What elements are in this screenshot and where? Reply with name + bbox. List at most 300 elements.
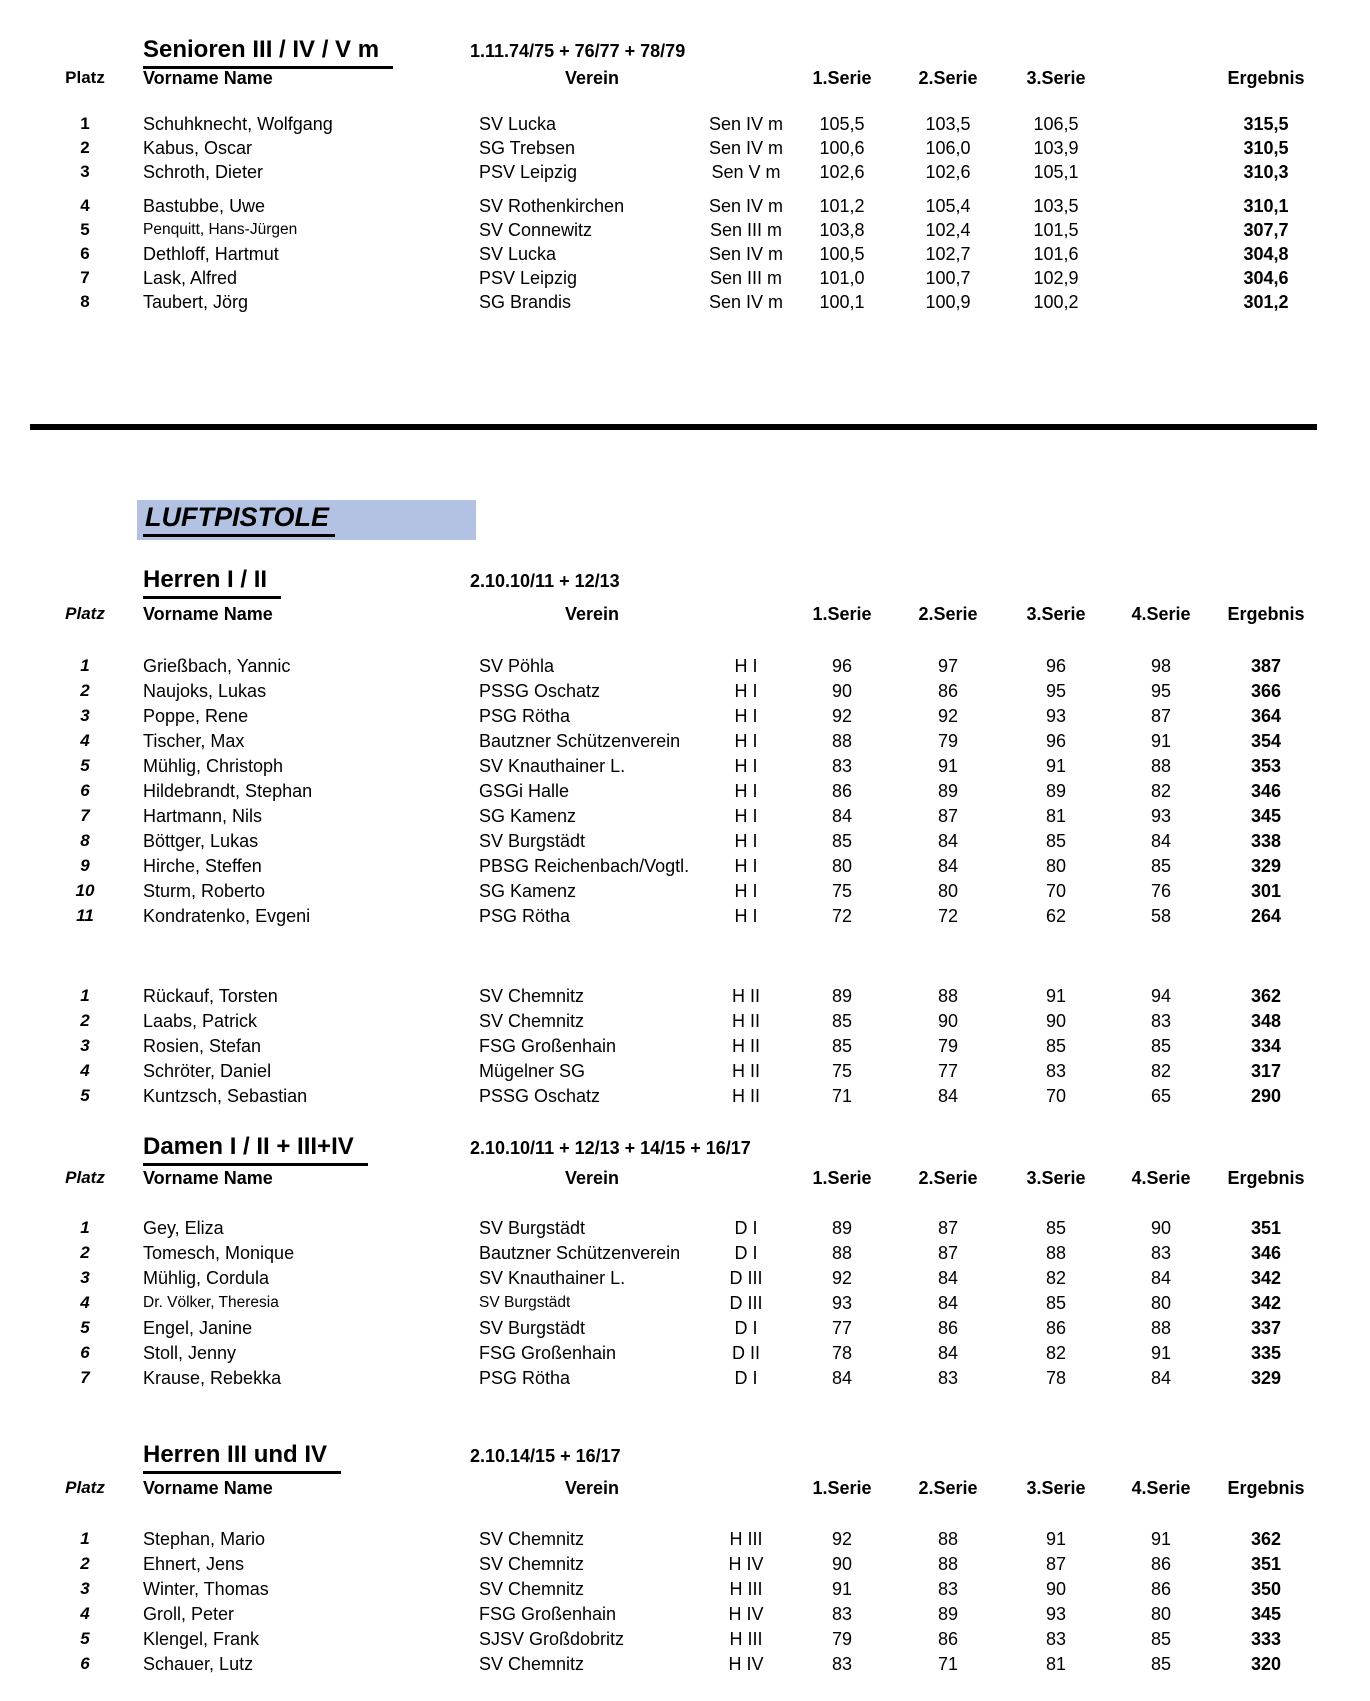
- serie2-cell: 84: [937, 1268, 959, 1288]
- serie1-cell: 88: [831, 1243, 853, 1263]
- result-row: [0, 780, 1370, 805]
- serie1-header: 1.Serie: [812, 1478, 872, 1498]
- name-cell: Sturm, Roberto: [143, 881, 266, 901]
- ergebnis-cell: 329: [1250, 856, 1282, 876]
- result-row: [0, 219, 1370, 243]
- platz-cell: 3: [80, 162, 90, 181]
- result-row: [0, 1367, 1370, 1392]
- platz-cell: 2: [80, 681, 90, 700]
- platz-cell: 5: [80, 1086, 90, 1105]
- table-header-row: [0, 603, 1370, 627]
- result-row: [0, 1035, 1370, 1060]
- result-row: [0, 1528, 1370, 1553]
- discipline-code: 2.10.10/11 + 12/13: [470, 571, 620, 591]
- serie1-cell: 103,8: [819, 220, 865, 240]
- result-row: [0, 680, 1370, 705]
- result-row: [0, 730, 1370, 755]
- verein-cell: FSG Großenhain: [479, 1036, 617, 1056]
- class-cell: Sen III m: [709, 220, 783, 240]
- result-row: [0, 830, 1370, 855]
- serie1-header: 1.Serie: [812, 604, 872, 624]
- name-cell: Laabs, Patrick: [143, 1011, 258, 1031]
- ergebnis-cell: 337: [1250, 1318, 1282, 1338]
- verein-cell: SV Chemnitz: [479, 986, 585, 1006]
- verein-cell: PSG Rötha: [479, 1368, 571, 1388]
- ergebnis-cell: 317: [1250, 1061, 1282, 1081]
- serie3-cell: 80: [1045, 856, 1067, 876]
- verein-cell: Mügelner SG: [479, 1061, 586, 1081]
- result-section: [0, 36, 1370, 315]
- verein-cell: SV Rothenkirchen: [479, 196, 625, 216]
- result-row: [0, 137, 1370, 161]
- result-row: [0, 1628, 1370, 1653]
- table-header-row: [0, 67, 1370, 91]
- platz-cell: 4: [80, 196, 90, 215]
- class-cell: Sen V m: [711, 162, 781, 182]
- class-cell: D II: [731, 1343, 760, 1363]
- serie2-cell: 83: [937, 1368, 959, 1388]
- serie3-cell: 85: [1045, 1036, 1067, 1056]
- platz-cell: 10: [75, 881, 95, 900]
- serie1-cell: 90: [831, 1554, 853, 1574]
- platz-cell: 4: [80, 731, 90, 750]
- name-cell: Rosien, Stefan: [143, 1036, 262, 1056]
- platz-cell: 5: [80, 220, 90, 239]
- serie3-cell: 88: [1045, 1243, 1067, 1263]
- serie3-cell: 85: [1045, 831, 1067, 851]
- ergebnis-cell: 351: [1250, 1218, 1282, 1238]
- verein-cell: FSG Großenhain: [479, 1343, 617, 1363]
- platz-cell: 4: [80, 1293, 90, 1312]
- verein-header: Verein: [564, 1168, 620, 1188]
- serie4-cell: 93: [1150, 806, 1172, 826]
- class-cell: H IV: [728, 1554, 764, 1574]
- ergebnis-header: Ergebnis: [1227, 1478, 1305, 1498]
- ergebnis-cell: 329: [1250, 1368, 1282, 1388]
- platz-cell: 8: [80, 831, 90, 850]
- ergebnis-cell: 315,5: [1243, 114, 1289, 134]
- serie1-cell: 85: [831, 1036, 853, 1056]
- serie1-cell: 83: [831, 1654, 853, 1674]
- name-cell: Hildebrandt, Stephan: [143, 781, 313, 801]
- name-cell: Kondratenko, Evgeni: [143, 906, 311, 926]
- result-row: [0, 705, 1370, 730]
- verein-cell: SV Knauthainer L.: [479, 756, 626, 776]
- serie1-cell: 96: [831, 656, 853, 676]
- serie3-cell: 93: [1045, 706, 1067, 726]
- serie1-header: 1.Serie: [812, 1168, 872, 1188]
- result-row: [0, 1060, 1370, 1085]
- serie1-cell: 80: [831, 856, 853, 876]
- serie3-cell: 103,9: [1033, 138, 1079, 158]
- serie4-cell: 91: [1150, 1529, 1172, 1549]
- serie4-cell: 86: [1150, 1579, 1172, 1599]
- verein-header: Verein: [564, 1478, 620, 1498]
- platz-cell: 1: [80, 1218, 90, 1237]
- serie3-cell: 101,5: [1033, 220, 1079, 240]
- serie3-cell: 91: [1045, 986, 1067, 1006]
- result-row: [0, 1317, 1370, 1342]
- serie3-cell: 62: [1045, 906, 1067, 926]
- serie4-cell: 95: [1150, 681, 1172, 701]
- ergebnis-cell: 320: [1250, 1654, 1282, 1674]
- serie4-cell: 76: [1150, 881, 1172, 901]
- serie2-cell: 90: [937, 1011, 959, 1031]
- serie2-cell: 87: [937, 806, 959, 826]
- serie2-header: 2.Serie: [918, 1168, 978, 1188]
- platz-cell: 4: [80, 1061, 90, 1080]
- ergebnis-cell: 353: [1250, 756, 1282, 776]
- result-row: [0, 1653, 1370, 1678]
- class-cell: D III: [729, 1293, 763, 1313]
- class-cell: D III: [729, 1268, 763, 1288]
- table-header-row: [0, 1167, 1370, 1191]
- serie2-header: 2.Serie: [918, 68, 978, 88]
- serie3-cell: 70: [1045, 881, 1067, 901]
- serie4-cell: 88: [1150, 1318, 1172, 1338]
- result-row: [0, 195, 1370, 219]
- serie1-cell: 84: [831, 806, 853, 826]
- platz-cell: 11: [76, 906, 94, 925]
- result-row: [0, 267, 1370, 291]
- class-cell: D I: [734, 1218, 758, 1238]
- serie3-cell: 91: [1045, 1529, 1067, 1549]
- platz-cell: 2: [80, 1011, 90, 1030]
- result-section: [0, 1133, 1370, 1392]
- result-row: [0, 855, 1370, 880]
- verein-cell: SG Kamenz: [479, 881, 577, 901]
- result-row: [0, 243, 1370, 267]
- class-cell: D I: [734, 1368, 758, 1388]
- platz-cell: 6: [80, 781, 90, 800]
- serie2-cell: 86: [937, 1629, 959, 1649]
- serie3-cell: 96: [1045, 731, 1067, 751]
- verein-cell: SV Lucka: [479, 114, 557, 134]
- verein-cell: SV Chemnitz: [479, 1529, 585, 1549]
- serie4-cell: 58: [1150, 906, 1172, 926]
- platz-cell: 1: [80, 986, 90, 1005]
- ergebnis-cell: 307,7: [1243, 220, 1289, 240]
- platz-cell: 1: [80, 1529, 90, 1548]
- name-cell: Groll, Peter: [143, 1604, 235, 1624]
- class-cell: Sen IV m: [708, 244, 784, 264]
- serie3-cell: 81: [1045, 806, 1067, 826]
- category-banner: [137, 500, 476, 540]
- ergebnis-cell: 264: [1250, 906, 1282, 926]
- serie1-cell: 75: [831, 1061, 853, 1081]
- serie1-cell: 100,6: [819, 138, 865, 158]
- serie1-cell: 89: [831, 986, 853, 1006]
- class-cell: H III: [729, 1529, 763, 1549]
- name-cell: Kabus, Oscar: [143, 138, 253, 158]
- serie3-cell: 82: [1045, 1268, 1067, 1288]
- serie1-cell: 102,6: [819, 162, 865, 182]
- verein-cell: PSG Rötha: [479, 706, 571, 726]
- class-cell: H I: [734, 706, 758, 726]
- serie1-cell: 86: [831, 781, 853, 801]
- serie2-cell: 72: [937, 906, 959, 926]
- ergebnis-cell: 334: [1250, 1036, 1282, 1056]
- name-header: Vorname Name: [143, 68, 273, 88]
- ergebnis-cell: 345: [1250, 806, 1282, 826]
- class-cell: H I: [734, 656, 758, 676]
- class-cell: H I: [734, 856, 758, 876]
- class-cell: Sen IV m: [708, 196, 784, 216]
- platz-cell: 5: [80, 1629, 90, 1648]
- serie3-header: 3.Serie: [1026, 1478, 1086, 1498]
- verein-cell: GSGi Halle: [479, 781, 570, 801]
- platz-header: Platz: [65, 1168, 105, 1187]
- serie1-cell: 83: [831, 756, 853, 776]
- serie2-cell: 92: [937, 706, 959, 726]
- serie2-cell: 87: [937, 1218, 959, 1238]
- verein-cell: SV Lucka: [479, 244, 557, 264]
- name-cell: Mühlig, Christoph: [143, 756, 284, 776]
- verein-cell: FSG Großenhain: [479, 1604, 617, 1624]
- class-cell: H III: [729, 1629, 763, 1649]
- platz-cell: 1: [80, 656, 90, 675]
- name-cell: Schauer, Lutz: [143, 1654, 254, 1674]
- serie2-cell: 84: [937, 1343, 959, 1363]
- serie4-header: 4.Serie: [1131, 1168, 1191, 1188]
- serie2-cell: 87: [937, 1243, 959, 1263]
- name-header: Vorname Name: [143, 604, 273, 624]
- result-row: [0, 755, 1370, 780]
- platz-header: Platz: [65, 68, 105, 87]
- platz-cell: 5: [80, 1318, 90, 1337]
- serie2-cell: 84: [937, 1293, 959, 1313]
- serie2-cell: 88: [937, 1554, 959, 1574]
- serie1-cell: 77: [831, 1318, 853, 1338]
- name-cell: Krause, Rebekka: [143, 1368, 282, 1388]
- class-cell: H III: [729, 1579, 763, 1599]
- name-cell: Dethloff, Hartmut: [143, 244, 279, 264]
- serie4-cell: 82: [1150, 781, 1172, 801]
- section-title-row: [0, 566, 1370, 603]
- verein-cell: SV Burgstädt: [479, 1218, 586, 1238]
- table-header-row: [0, 1477, 1370, 1501]
- verein-header: Verein: [564, 604, 620, 624]
- platz-cell: 6: [80, 1654, 90, 1673]
- class-cell: Sen III m: [709, 268, 783, 288]
- serie1-cell: 101,2: [819, 196, 865, 216]
- serie4-cell: 80: [1150, 1293, 1172, 1313]
- serie3-cell: 105,1: [1033, 162, 1079, 182]
- platz-cell: 7: [80, 1368, 90, 1387]
- result-row: [0, 1267, 1370, 1292]
- name-cell: Gey, Eliza: [143, 1218, 224, 1238]
- verein-cell: SV Burgstädt: [479, 831, 586, 851]
- platz-cell: 3: [80, 1579, 90, 1598]
- ergebnis-cell: 346: [1250, 1243, 1282, 1263]
- name-header: Vorname Name: [143, 1478, 273, 1498]
- result-row: [0, 161, 1370, 185]
- serie2-cell: 84: [937, 1086, 959, 1106]
- result-row: [0, 1217, 1370, 1242]
- verein-cell: SG Trebsen: [479, 138, 576, 158]
- serie2-header: 2.Serie: [918, 604, 978, 624]
- ergebnis-cell: 345: [1250, 1604, 1282, 1624]
- serie4-header: 4.Serie: [1131, 1478, 1191, 1498]
- name-cell: Stephan, Mario: [143, 1529, 266, 1549]
- platz-cell: 4: [80, 1604, 90, 1623]
- class-cell: H I: [734, 806, 758, 826]
- result-row: [0, 1010, 1370, 1035]
- serie3-header: 3.Serie: [1026, 68, 1086, 88]
- verein-cell: SG Brandis: [479, 292, 572, 312]
- serie3-cell: 100,2: [1033, 292, 1079, 312]
- ergebnis-header: Ergebnis: [1227, 1168, 1305, 1188]
- serie3-cell: 82: [1045, 1343, 1067, 1363]
- result-row: [0, 880, 1370, 905]
- serie2-cell: 77: [937, 1061, 959, 1081]
- serie1-cell: 91: [831, 1579, 853, 1599]
- result-section: [0, 566, 1370, 1110]
- result-row: [0, 905, 1370, 930]
- name-cell: Mühlig, Cordula: [143, 1268, 270, 1288]
- section-title: Herren I / II: [143, 566, 281, 599]
- serie3-cell: 81: [1045, 1654, 1067, 1674]
- result-row: [0, 1603, 1370, 1628]
- ergebnis-cell: 310,5: [1243, 138, 1289, 158]
- result-row: [0, 291, 1370, 315]
- platz-cell: 7: [80, 268, 90, 287]
- ergebnis-cell: 362: [1250, 1529, 1282, 1549]
- ergebnis-cell: 333: [1250, 1629, 1282, 1649]
- verein-cell: SV Chemnitz: [479, 1579, 585, 1599]
- serie3-header: 3.Serie: [1026, 604, 1086, 624]
- serie2-cell: 102,6: [925, 162, 971, 182]
- ergebnis-cell: 310,3: [1243, 162, 1289, 182]
- serie3-cell: 78: [1045, 1368, 1067, 1388]
- serie2-cell: 102,7: [925, 244, 971, 264]
- serie4-cell: 83: [1150, 1011, 1172, 1031]
- ergebnis-cell: 342: [1250, 1293, 1282, 1313]
- name-cell: Grießbach, Yannic: [143, 656, 291, 676]
- serie2-cell: 86: [937, 1318, 959, 1338]
- serie2-cell: 103,5: [925, 114, 971, 134]
- serie2-cell: 97: [937, 656, 959, 676]
- serie1-cell: 88: [831, 731, 853, 751]
- serie3-cell: 85: [1045, 1293, 1067, 1313]
- ergebnis-cell: 301,2: [1243, 292, 1289, 312]
- section-title-row: [0, 36, 1370, 67]
- serie2-cell: 106,0: [925, 138, 971, 158]
- serie3-cell: 85: [1045, 1218, 1067, 1238]
- verein-cell: SG Kamenz: [479, 806, 577, 826]
- ergebnis-cell: 350: [1250, 1579, 1282, 1599]
- serie2-cell: 86: [937, 681, 959, 701]
- platz-cell: 1: [80, 114, 90, 133]
- name-cell: Penquitt, Hans-Jürgen: [143, 221, 298, 238]
- serie2-cell: 80: [937, 881, 959, 901]
- ergebnis-cell: 387: [1250, 656, 1282, 676]
- platz-cell: 9: [80, 856, 90, 875]
- serie2-header: 2.Serie: [918, 1478, 978, 1498]
- name-cell: Schroth, Dieter: [143, 162, 264, 182]
- serie4-cell: 91: [1150, 1343, 1172, 1363]
- header-gap: [0, 1191, 1370, 1217]
- result-row: [0, 1292, 1370, 1317]
- name-cell: Engel, Janine: [143, 1318, 253, 1338]
- serie4-cell: 86: [1150, 1554, 1172, 1574]
- serie4-cell: 84: [1150, 1368, 1172, 1388]
- serie4-cell: 84: [1150, 1268, 1172, 1288]
- discipline-code: 2.10.14/15 + 16/17: [470, 1446, 621, 1466]
- ergebnis-cell: 310,1: [1243, 196, 1289, 216]
- serie2-cell: 84: [937, 856, 959, 876]
- serie4-header: 4.Serie: [1131, 604, 1191, 624]
- serie4-cell: 85: [1150, 856, 1172, 876]
- ergebnis-cell: 348: [1250, 1011, 1282, 1031]
- name-cell: Winter, Thomas: [143, 1579, 269, 1599]
- serie1-header: 1.Serie: [812, 68, 872, 88]
- verein-cell: PBSG Reichenbach/Vogtl.: [479, 856, 690, 876]
- name-cell: Schröter, Daniel: [143, 1061, 272, 1081]
- serie2-cell: 88: [937, 986, 959, 1006]
- serie4-cell: 85: [1150, 1036, 1172, 1056]
- result-row: [0, 805, 1370, 830]
- name-cell: Hartmann, Nils: [143, 806, 263, 826]
- section-title: Herren III und IV: [143, 1441, 341, 1474]
- class-cell: H I: [734, 881, 758, 901]
- verein-cell: PSSG Oschatz: [479, 1086, 601, 1106]
- verein-cell: SV Connewitz: [479, 220, 593, 240]
- serie3-cell: 103,5: [1033, 196, 1079, 216]
- serie3-cell: 96: [1045, 656, 1067, 676]
- class-cell: H I: [734, 781, 758, 801]
- class-cell: H II: [731, 1036, 760, 1056]
- result-row: [0, 1342, 1370, 1367]
- verein-cell: Bautzner Schützenverein: [479, 1243, 681, 1263]
- serie1-cell: 85: [831, 1011, 853, 1031]
- serie2-cell: 102,4: [925, 220, 971, 240]
- platz-cell: 2: [80, 1554, 90, 1573]
- class-cell: H II: [731, 1086, 760, 1106]
- serie1-cell: 89: [831, 1218, 853, 1238]
- verein-header: Verein: [564, 68, 620, 88]
- serie3-cell: 70: [1045, 1086, 1067, 1106]
- serie1-cell: 92: [831, 1268, 853, 1288]
- result-row: [0, 1553, 1370, 1578]
- name-cell: Hirche, Steffen: [143, 856, 262, 876]
- serie2-cell: 105,4: [925, 196, 971, 216]
- serie3-cell: 87: [1045, 1554, 1067, 1574]
- verein-cell: SV Pöhla: [479, 656, 555, 676]
- ergebnis-header: Ergebnis: [1227, 604, 1305, 624]
- serie3-cell: 83: [1045, 1061, 1067, 1081]
- header-gap: [0, 627, 1370, 655]
- ergebnis-cell: 342: [1250, 1268, 1282, 1288]
- serie1-cell: 75: [831, 881, 853, 901]
- serie1-cell: 105,5: [819, 114, 865, 134]
- serie2-cell: 83: [937, 1579, 959, 1599]
- name-cell: Stoll, Jenny: [143, 1343, 237, 1363]
- serie4-cell: 65: [1150, 1086, 1172, 1106]
- platz-cell: 2: [80, 1243, 90, 1262]
- verein-cell: SV Burgstädt: [479, 1294, 571, 1311]
- serie3-cell: 86: [1045, 1318, 1067, 1338]
- platz-header: Platz: [65, 1478, 105, 1497]
- serie2-cell: 100,9: [925, 292, 971, 312]
- verein-cell: SV Knauthainer L.: [479, 1268, 626, 1288]
- serie2-cell: 79: [937, 1036, 959, 1056]
- serie1-cell: 78: [831, 1343, 853, 1363]
- name-cell: Ehnert, Jens: [143, 1554, 245, 1574]
- name-cell: Poppe, Rene: [143, 706, 249, 726]
- ergebnis-cell: 338: [1250, 831, 1282, 851]
- header-gap: [0, 1501, 1370, 1528]
